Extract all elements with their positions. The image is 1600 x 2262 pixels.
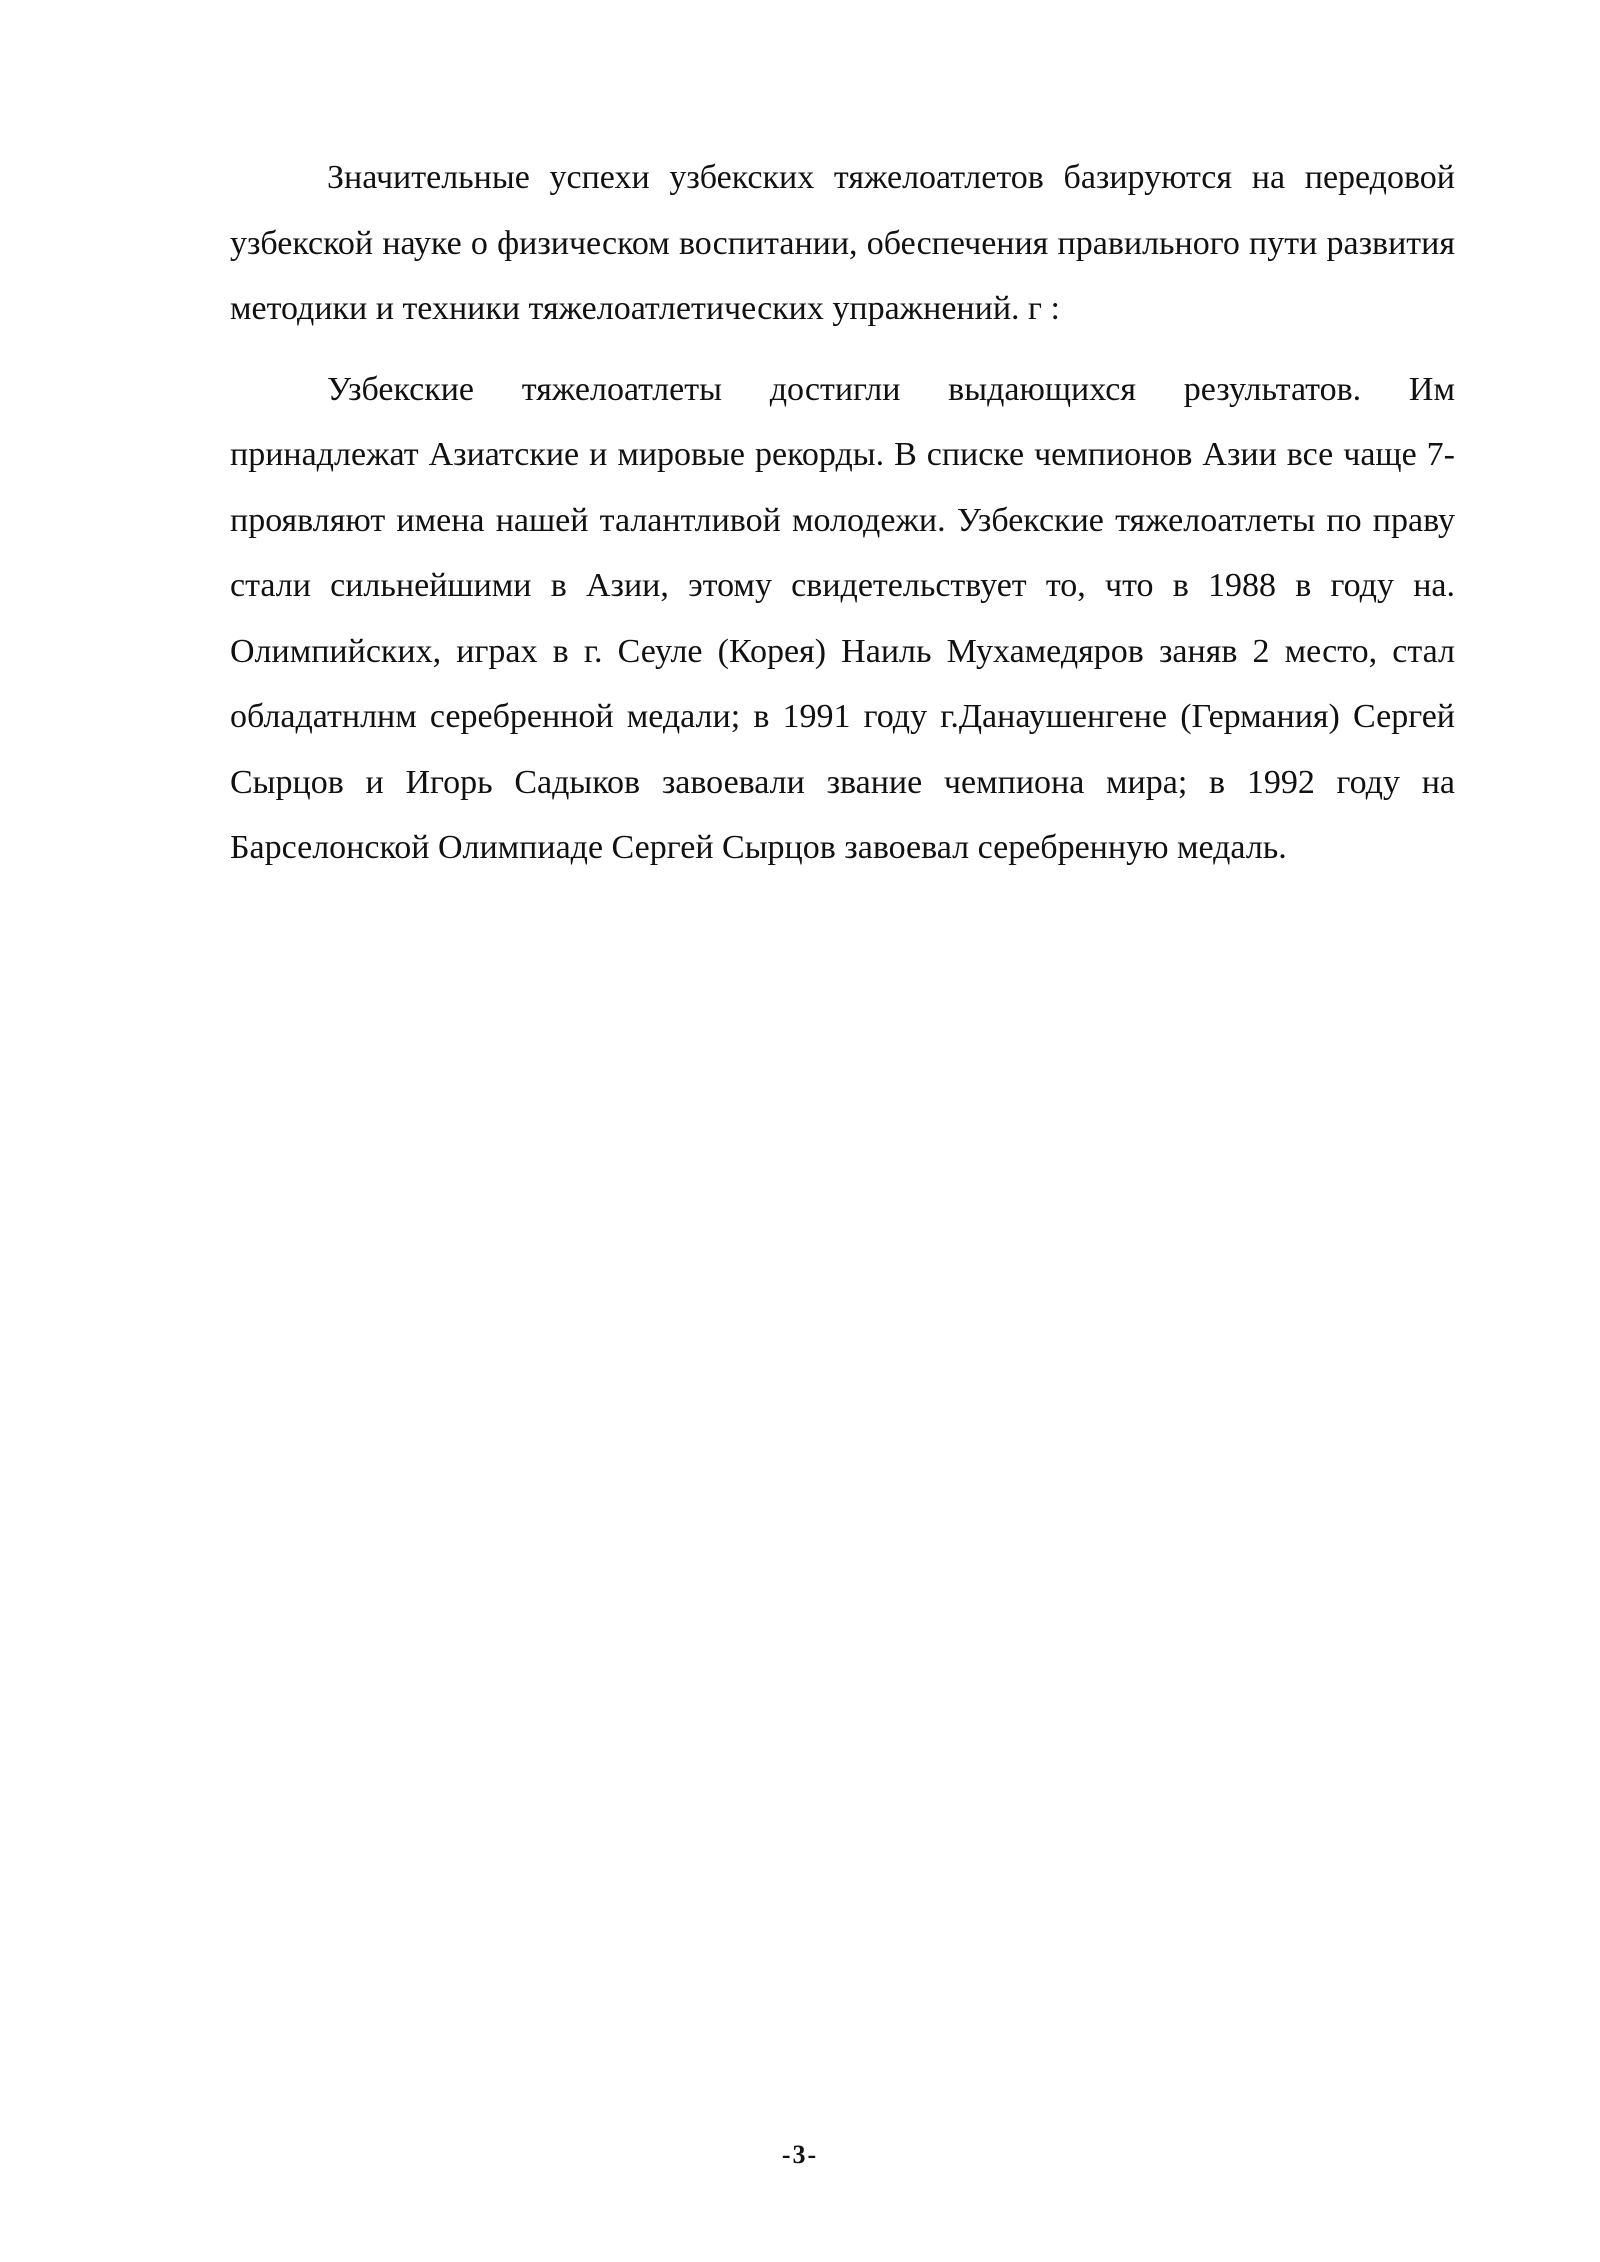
paragraph-2: Узбекские тяжелоатлеты достигли выдающихся результатов. Им принадлежат Азиатские и мировые рекорды. В списке чемпионов Азии все чаще 7-проявляют имена нашей талантливой молодежи. Узбекские тяжелоатлеты по праву стали сильнейшими в Азии, этому свидетельствует то, что в 1988 в году на. Олимпийских, играх в г. Сеуле (Корея) Наиль Мухамедяров заняв 2 место, стал обладатнлнм серебренной медали; в 1991 году г.Данаушенгене (Германия) Сергей Сырцов и Игорь Садыков завоевали звание чемпиона мира; в 1992 году на Барселонской Олимпиаде Сергей Сырцов завоевал серебренную медаль.	[230, 370, 1455, 866]
paragraph-1: Значительные успехи узбекских тяжелоатлетов базируются на передовой узбекской науке о физическом воспитании, обеспечения правильного пути развития методики и техники тяжелоатлетических упражнений. г :	[230, 159, 1455, 327]
body-text	[230, 145, 1455, 881]
page-number: -3-	[781, 2140, 819, 2169]
